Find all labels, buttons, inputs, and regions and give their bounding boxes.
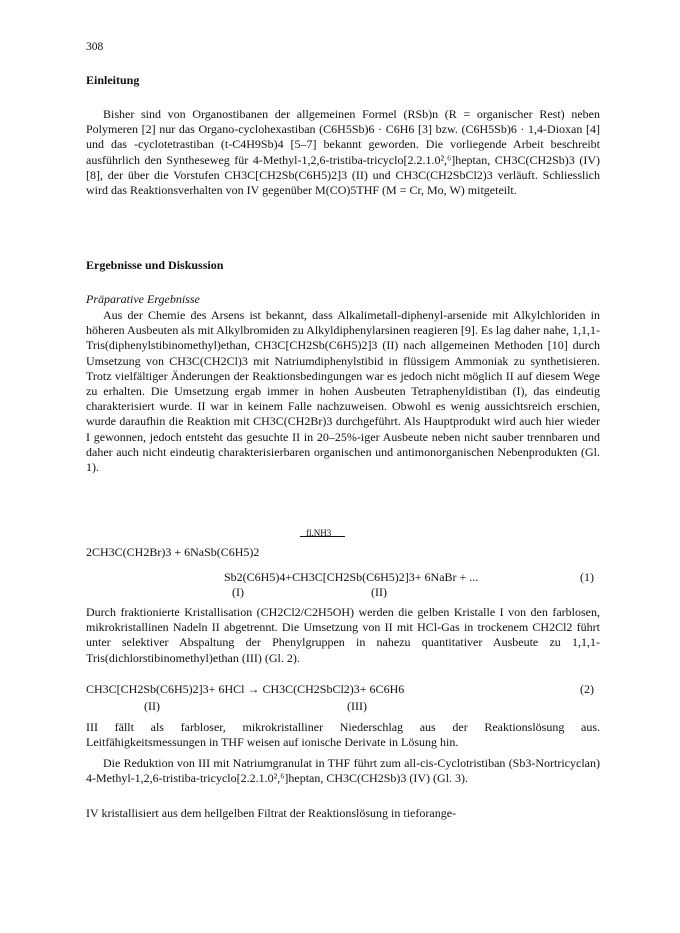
subsection-heading: Präparative Ergebnisse [86, 292, 200, 306]
section-heading-intro: Einleitung [86, 73, 140, 87]
equation-1-label-I: (I) [232, 585, 244, 599]
equation-2-label-II: (II) [144, 699, 160, 713]
section-heading-results: Ergebnisse und Diskussion [86, 258, 224, 272]
equation-2-number: (2) [580, 682, 594, 696]
paragraph-IV-crystallisation: IV kristallisiert aus dem hellgelben Filtrat der Reaktionslösung in tieforange- [86, 806, 457, 820]
reaction-arrow-1 [300, 536, 345, 537]
equation-1-left: 2CH3C(CH2Br)3 + 6NaSb(C6H5)2 [86, 545, 260, 559]
equation-1-condition: fl.NH3 [306, 528, 332, 538]
paragraph-fractional-crystallisation: Durch fraktionierte Kristallisation (CH2Cl2/C2H5OH) werden die gelben Kristalle I von den farblosen, mikrokristallinen Nadeln II abgetrennt. Die Umsetzung von II mit HCl-Gas in trockenem CH2Cl2 führt unter selektiver Abspaltung der Phenylgruppen in nahezu quantitativer Ausbeute zu 1,1,1-Tris(dichlorstibinomethyl)ethan (III) (Gl. 2). [86, 605, 600, 665]
equation-1-right: Sb2(C6H5)4+CH3C[CH2Sb(C6H5)2]3+ 6NaBr + ... [224, 570, 479, 584]
equation-1-number: (1) [580, 570, 594, 584]
results-paragraph: Aus der Chemie des Arsens ist bekannt, dass Alkalimetall-diphenyl-arsenide mit Alkylchloriden in höheren Ausbeuten als mit Alkylbromiden zu Alkyldiphenylarsinen reagieren [9]. Es lag daher nahe, 1,1,1-Tris(diphenylstibinomethyl)ethan, CH3C[CH2Sb(C6H5)2]3 (II) nach allgemeinen Methoden [10] durch Umsetzung von CH3C(CH2Cl)3 mit Natriumdiphenylstibid in flüssigem Ammoniak zu synthetisieren. Trotz vielfältiger Änderungen der Reaktionsbedingungen war es jedoch nicht möglich II auf diesem Wege zu erhalten. Die Umsetzung ergab immer in hohen Ausbeuten Tetraphenyldistiban (I), das eindeutig charakterisiert wurde. II war in keinem Falle nachzuweisen. Obwohl es wenig aussichtsreich erschien, wurde daraufhin die Reaktion mit CH3C(CH2Br)3 durchgeführt. Als Hauptprodukt wird auch hier wieder I gewonnen, jedoch entsteht das gesuchte II in 20–25%-iger Ausbeute neben nicht sauber trennbaren und daher auch nicht eindeutig charakterisierbaren organischen und antimonorganischen Nebenprodukten (Gl. 1). [86, 308, 600, 475]
equation-2-label-III: (III) [347, 699, 367, 713]
paragraph-III-precipitate: III fällt als farbloser, mikrokristalliner Niederschlag aus der Reaktionslösung aus. Leitfähigkeitsmessungen in THF weisen auf ionische Derivate in Lösung hin. [86, 720, 600, 750]
equation-1-label-II: (II) [371, 585, 387, 599]
paragraph-reduction: Die Reduktion von III mit Natriumgranulat in THF führt zum all-cis-Cyclotristiban (Sb3-Nortricyclan) 4-Methyl-1,2,6-tristiba-tricyclo[2.2.1.0²,⁶]heptan, CH3C(CH2Sb)3 (IV) (Gl. 3). [86, 756, 600, 786]
equation-2: CH3C[CH2Sb(C6H5)2]3+ 6HCl → CH3C(CH2SbCl2)3+ 6C6H6 [86, 682, 405, 696]
page-number: 308 [86, 41, 104, 53]
intro-paragraph: Bisher sind von Organostibanen der allgemeinen Formel (RSb)n (R = organischer Rest) neben Polymeren [2] nur das Organo-cyclohexastiban (C6H5Sb)6 · C6H6 [3] bzw. (C6H5Sb)6 · 1,4-Dioxan [4] und das -cyclotetrastiban (t-C4H9Sb)4 [5–7] bekannt geworden. Die vorliegende Arbeit beschreibt ausführlich den Syntheseweg für 4-Methyl-1,2,6-tristiba-tricyclo[2.2.1.0²,⁶]heptan, CH3C(CH2Sb)3 (IV) [8], der über die Vorstufen CH3C[CH2Sb(C6H5)2]3 (II) und CH3C(CH2SbCl2)3 verläuft. Schliesslich wird das Reaktionsverhalten von IV gegenüber M(CO)5THF (M = Cr, Mo, W) mitgeteilt. [86, 107, 600, 198]
